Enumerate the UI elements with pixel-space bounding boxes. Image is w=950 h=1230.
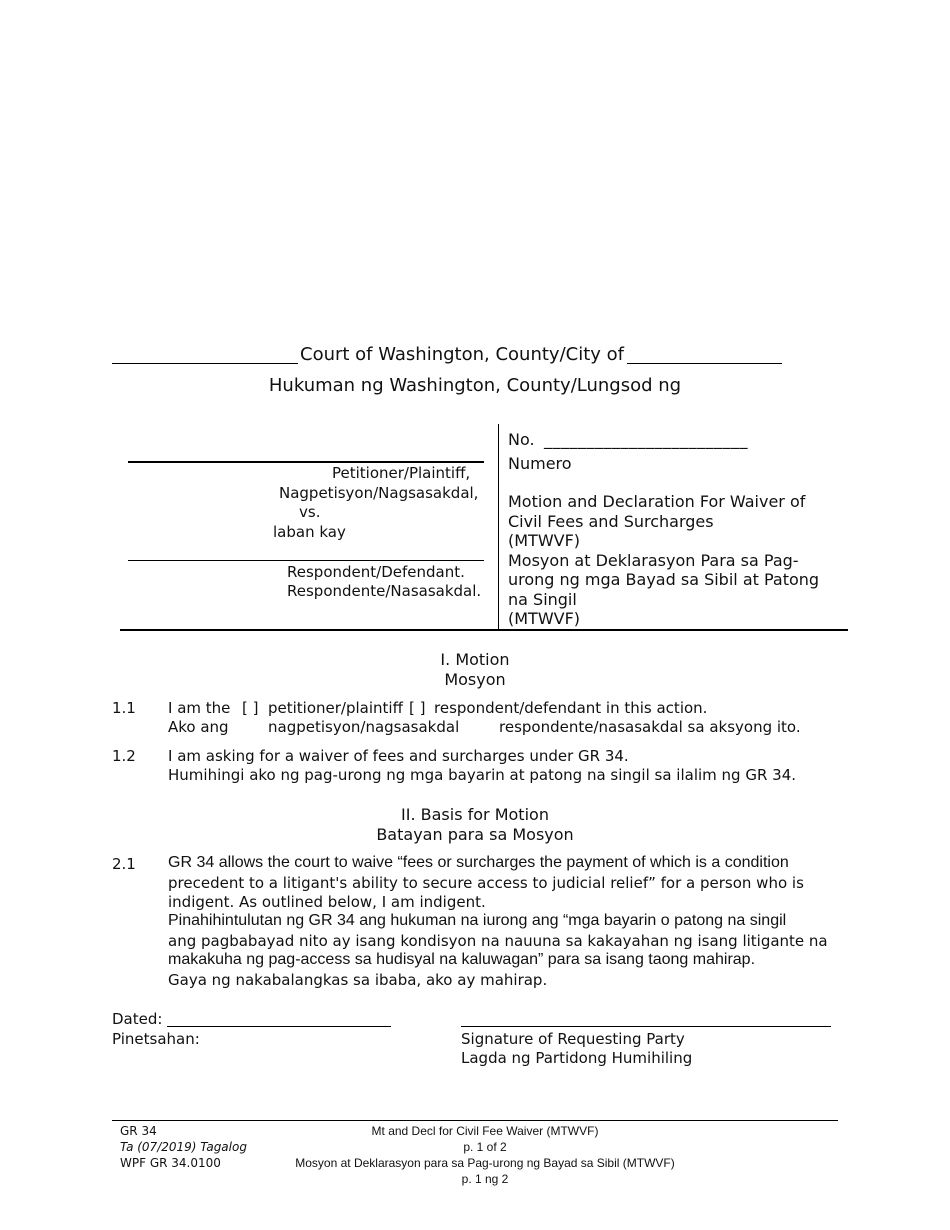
item-2-1-line-3: indigent. As outlined below, I am indigent. (168, 893, 486, 911)
respondent-name-line[interactable] (128, 560, 484, 561)
item-1-1-tl-b: nagpetisyon/nagsasakdal (268, 718, 460, 736)
respondent-checkbox[interactable]: [ ] (409, 699, 426, 717)
caption-bottom-rule (120, 629, 848, 631)
form-title-en-2: Civil Fees and Surcharges (508, 512, 714, 531)
county-blank-right[interactable] (627, 363, 782, 364)
section1-heading-tl: Mosyon (444, 670, 506, 689)
form-title-tl-3: na Singil (508, 590, 577, 609)
laban-label: laban kay (273, 523, 346, 541)
footer-wpf-number: WPF GR 34.0100 (120, 1156, 221, 1170)
county-blank-left[interactable] (112, 363, 298, 364)
case-number-blank[interactable]: ________________________ (544, 430, 748, 449)
form-title-en-1: Motion and Declaration For Waiver of (508, 492, 806, 511)
item-1-1-text-b: petitioner/plaintiff (268, 699, 403, 717)
footer-version: Ta (07/2019) Tagalog (120, 1140, 247, 1154)
item-2-1-line-5: ang pagbabayad nito ay isang kondisyon na nauuna sa kakayahan ng isang litigante na (168, 932, 828, 950)
item-1-2-text-tl: Humihingi ako ng pag-urong ng mga bayarin at patong na singil sa ilalim ng GR 34. (168, 766, 797, 784)
court-heading-tl: Hukuman ng Washington, County/Lungsod ng (268, 375, 682, 396)
form-title-tl-1: Mosyon at Deklarasyon Para sa Pag- (508, 551, 799, 570)
signature-line[interactable] (461, 1026, 831, 1027)
form-title-tl-2: urong ng mga Bayad sa Sibil at Patong (508, 570, 820, 589)
item-2-1-line-4: Pinahihintulutan ng GR 34 ang hukuman na iurong ang “mga bayarin o patong na singil (168, 912, 787, 929)
item-1-2-text-en: I am asking for a waiver of fees and surcharges under GR 34. (168, 747, 629, 765)
petitioner-name-line[interactable] (128, 461, 484, 463)
signature-label-tl: Lagda ng Partidong Humihiling (461, 1049, 693, 1067)
respondent-label-tl: Respondente/Nasasakdal. (287, 582, 482, 600)
item-2-1-line-1: GR 34 allows the court to waive “fees or surcharges the payment of which is a condition (168, 854, 789, 871)
footer-title-tl: Mosyon at Deklarasyon para sa Pag-urong ng Bayad sa Sibil (MTWVF) (295, 1156, 675, 1170)
item-1-1-tl-a: Ako ang (168, 718, 229, 736)
footer-page-en: p. 1 of 2 (463, 1140, 507, 1154)
footer-rule (112, 1120, 838, 1121)
footer-rule-number: GR 34 (120, 1124, 157, 1138)
petitioner-label-tl: Nagpetisyon/Nagsasakdal, (279, 484, 479, 502)
item-1-1-text-c: respondent/defendant in this action. (434, 699, 708, 717)
item-1-1-text-a: I am the (168, 699, 231, 717)
caption-divider (498, 424, 499, 629)
item-2-1-line-2: precedent to a litigant's ability to secure access to judicial relief” for a person who is (168, 874, 804, 892)
signature-label-en: Signature of Requesting Party (461, 1030, 685, 1048)
section2-heading-en: II. Basis for Motion (401, 805, 549, 824)
dated-label-tl: Pinetsahan: (112, 1030, 200, 1048)
case-number-label: No. (508, 430, 535, 449)
petitioner-checkbox[interactable]: [ ] (242, 699, 259, 717)
footer-page-tl: p. 1 ng 2 (461, 1172, 509, 1186)
form-abbr-1: (MTWVF) (508, 531, 581, 550)
item-2-1-number: 2.1 (112, 855, 136, 873)
section1-heading-en: I. Motion (440, 650, 510, 669)
versus-label: vs. (299, 503, 321, 521)
section2-heading-tl: Batayan para sa Mosyon (376, 825, 574, 844)
dated-input-line[interactable] (167, 1026, 391, 1027)
court-heading-en: Court of Washington, County/City of (300, 344, 624, 365)
footer-title-en: Mt and Decl for Civil Fee Waiver (MTWVF) (371, 1124, 599, 1138)
respondent-label-en: Respondent/Defendant. (287, 563, 465, 581)
item-1-2-number: 1.2 (112, 747, 136, 765)
numero-label: Numero (508, 454, 572, 473)
form-abbr-2: (MTWVF) (508, 609, 581, 628)
dated-label-en: Dated: (112, 1010, 163, 1028)
item-2-1-line-6: makakuha ng pag-access sa hudisyal na kaluwagan” para sa isang taong mahirap. (168, 951, 756, 968)
item-1-1-tl-c: respondente/nasasakdal sa aksyong ito. (499, 718, 801, 736)
item-1-1-number: 1.1 (112, 699, 136, 717)
item-2-1-line-7: Gaya ng nakabalangkas sa ibaba, ako ay mahirap. (168, 971, 548, 989)
petitioner-label-en: Petitioner/Plaintiff, (332, 464, 471, 482)
